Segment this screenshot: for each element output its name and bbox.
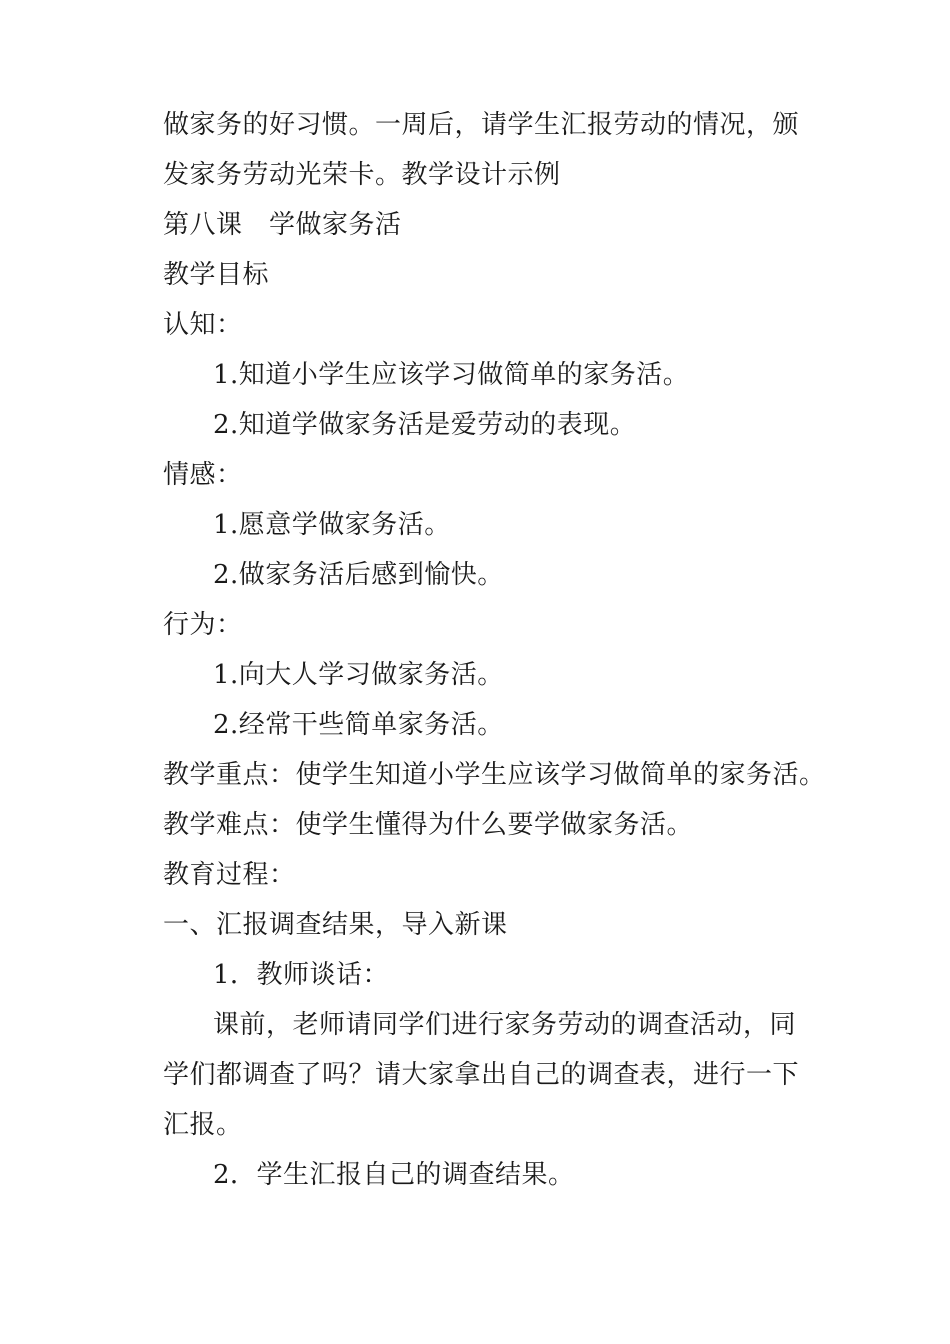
list-item: 1.愿意学做家务活。 bbox=[213, 510, 451, 540]
text-line: 做家务的好习惯。一周后，请学生汇报劳动的情况，颁 bbox=[163, 110, 800, 140]
paragraph-line: 课前，老师请同学们进行家务劳动的调查活动，同 bbox=[213, 1010, 797, 1040]
paragraph-line: 学们都调查了吗？请大家拿出自己的调查表，进行一下 bbox=[163, 1060, 800, 1090]
list-item: 1.向大人学习做家务活。 bbox=[213, 660, 504, 690]
text-line: 发家务劳动光荣卡。教学设计示例 bbox=[163, 160, 561, 190]
key-point: 教学重点：使学生知道小学生应该学习做简单的家务活。 bbox=[163, 760, 826, 790]
list-item: 2．学生汇报自己的调查结果。 bbox=[213, 1160, 575, 1190]
section-heading: 教学目标 bbox=[163, 260, 270, 290]
list-item: 2.知道学做家务活是爱劳动的表现。 bbox=[213, 410, 637, 440]
list-item: 2.经常干些简单家务活。 bbox=[213, 710, 504, 740]
list-item: 1．教师谈话： bbox=[213, 960, 390, 990]
step-heading: 一、汇报调查结果，导入新课 bbox=[163, 910, 508, 940]
section-heading: 教育过程： bbox=[163, 860, 296, 890]
lesson-title: 第八课 学做家务活 bbox=[163, 210, 402, 240]
list-item: 2.做家务活后感到愉快。 bbox=[213, 560, 504, 590]
subsection-heading: 行为： bbox=[163, 610, 243, 640]
subsection-heading: 情感： bbox=[163, 460, 243, 490]
paragraph-line: 汇报。 bbox=[163, 1110, 243, 1140]
list-item: 1.知道小学生应该学习做简单的家务活。 bbox=[213, 360, 690, 390]
difficult-point: 教学难点：使学生懂得为什么要学做家务活。 bbox=[163, 810, 694, 840]
subsection-heading: 认知： bbox=[163, 310, 243, 340]
